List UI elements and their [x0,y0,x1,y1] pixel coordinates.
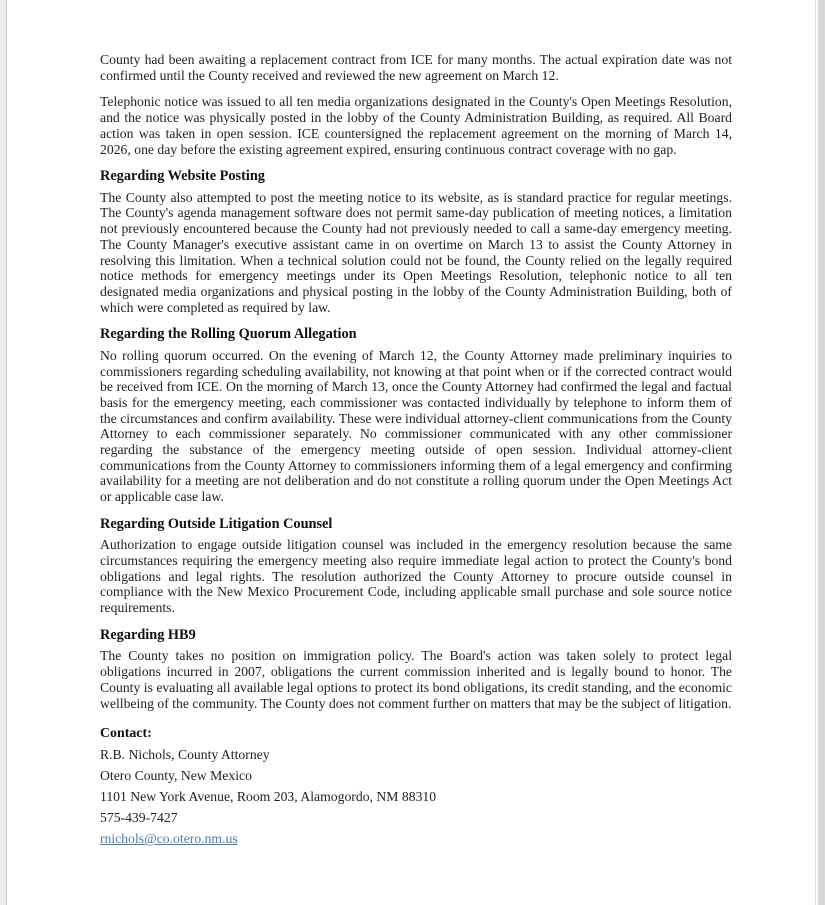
contact-address-line: 1101 New York Avenue, Room 203, Alamogordo, NM 88310 [100,789,437,805]
section-paragraph-outside-litigation-counsel: Authorization to engage outside litigation counsel was included in the emergency resolution because the same circumstances requiring the emergency meeting also require immediate legal action to protect the County's bond obligations and legal rights. The resolution authorized the County Attorney to procure outside counsel in compliance with the New Mexico Procurement Code, including applicable small purchase and sole source notice requirements. [100,537,732,616]
section-paragraph-website-posting: The County also attempted to post the meeting notice to its website, as is standard practice for regular meetings. The County's agenda management software does not permit same-day publication of meeting notices, a limitation not previously encountered because the County had not previously needed to call a same-day emergency meeting. The County Manager's executive assistant came in on overtime on March 13 to assist the County Attorney in resolving this limitation. When a technical solution could not be found, the County relied on the legally required notice methods for emergency meetings under its Open Meetings Resolution, telephonic notice to all ten designated media organizations and physical posting in the lobby of the County Administration Building, both of which were completed as required by law. [100,189,732,315]
intro-paragraph-2: Telephonic notice was issued to all ten media organizations designated in the County's Open Meetings Resolution, and the notice was physically posted in the lobby of the County Administration Building, as required. All Board action was taken in open session. ICE countersigned the replacement agreement on the morning of March 14, 2026, one day before the existing agreement expired, ensuring continuous contract coverage with no gap. [100,94,732,157]
section-paragraph-rolling-quorum: No rolling quorum occurred. On the evening of March 12, the County Attorney made preliminary inquiries to commissioners regarding scheduling availability, not knowing at that point when or if the corrected contract would be received from ICE. On the morning of March 13, once the County Attorney had confirmed the legal and factual basis for the emergency meeting, each commissioner was contacted individually by telephone to inform them of the circumstances and confirm availability. These were individual attorney-client communications from the County Attorney to each commissioner separately. No commissioner communicated with any other commissioner regarding the substance of the emergency meeting outside of open session. Individual attorney-client communications from the County Attorney to commissioners informing them of a legal emergency and confirming availability for a meeting are not deliberation and do not constitute a rolling quorum under the Open Meetings Act or applicable case law. [100,347,732,505]
contact-county-line: Otero County, New Mexico [100,768,252,784]
contact-heading: Contact: [100,726,152,742]
section-paragraph-hb9: The County takes no position on immigration policy. The Board's action was taken solely to protect legal obligations incurred in 2007, obligations the current commission inherited and is legally bound to honor. The County is evaluating all available legal options to protect its bond obligations, its credit standing, and the economic wellbeing of the community. The County does not comment further on matters that may be the subject of litigation. [100,648,732,711]
intro-paragraph-1: County had been awaiting a replacement contract from ICE for many months. The actual expiration date was not confirmed until the County received and reviewed the new agreement on March 12. [100,52,732,83]
section-heading-outside-litigation-counsel: Regarding Outside Litigation Counsel [100,515,333,532]
email-link[interactable]: rnichols@co.otero.nm.us [100,831,238,847]
contact-phone-line: 575-439-7427 [100,810,178,826]
document-body [100,52,732,849]
section-heading-website-posting: Regarding Website Posting [100,168,265,185]
section-heading-hb9: Regarding HB9 [100,626,196,643]
section-heading-rolling-quorum: Regarding the Rolling Quorum Allegation [100,326,357,343]
page-edge-right-line [815,0,816,905]
contact-name-line: R.B. Nichols, County Attorney [100,747,270,763]
page-edge-right [818,0,825,905]
page-edge-left [0,0,7,905]
contact-block [100,723,732,849]
